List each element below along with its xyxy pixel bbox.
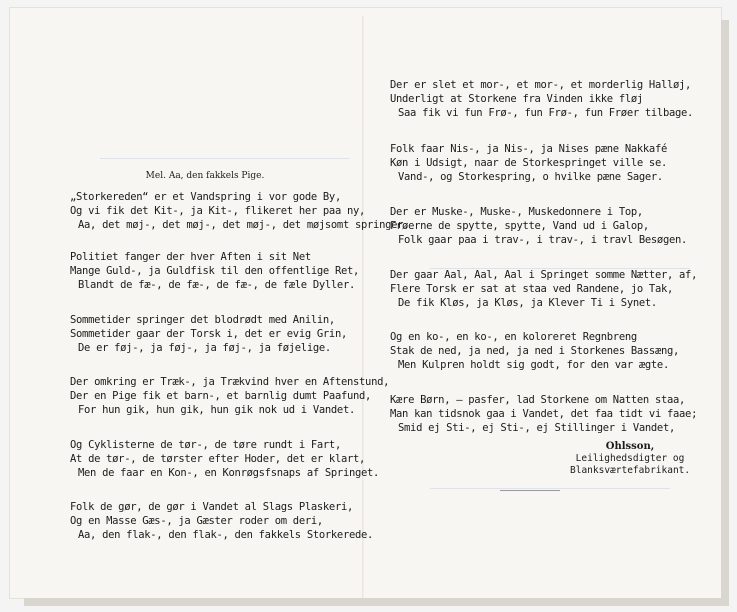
verse-line: Og Cyklisterne de tør-, de tøre rundt i Fart, bbox=[70, 439, 341, 451]
verse-line: Frøerne de spytte, spytte, Vand ud i Galop, bbox=[390, 220, 649, 232]
verse-line: Underligt at Storkene fra Vinden ikke fløj bbox=[390, 93, 643, 105]
sheet-shadow-bottom bbox=[24, 598, 729, 606]
stanza-11 bbox=[390, 330, 679, 372]
verse-line: Blandt de fæ-, de fæ-, de fæ-, de fæle Dyller. bbox=[78, 279, 355, 291]
stanza-1 bbox=[70, 190, 409, 232]
verse-line: Flere Torsk er sat at staa ved Randene, jo Tak, bbox=[390, 283, 674, 295]
verse-line: Mange Guld-, ja Guldfisk til den offentlige Ret, bbox=[70, 265, 360, 277]
bleed-through-line bbox=[100, 158, 350, 159]
verse-line: Men de faar en Kon-, en Konrøgsfsnaps af Springet. bbox=[78, 467, 380, 479]
verse-line: Der er slet et mor-, et mor-, et morderlig Halløj, bbox=[390, 79, 692, 91]
stanza-4 bbox=[70, 375, 389, 417]
end-rule bbox=[500, 490, 560, 491]
verse-line: At de tør-, de tørster efter Hoder, det er klart, bbox=[70, 453, 366, 465]
verse-line: Aa, den flak-, den flak-, den fakkels Storkerede. bbox=[78, 529, 374, 541]
stanza-3 bbox=[70, 313, 347, 355]
verse-line: Der omkring er Træk-, ja Trækvind hver en Aftenstund, bbox=[70, 376, 390, 388]
verse-line: Sommetider springer det blodrødt med Anilin, bbox=[70, 314, 335, 326]
verse-line: Kære Børn, — pasfer, lad Storkene om Natten staa, bbox=[390, 394, 686, 406]
author-title-line1: Leilighedsdigter og bbox=[575, 453, 685, 464]
verse-line: Der en Pige fik et barn-, et barnlig dumt Paafund, bbox=[70, 390, 372, 402]
verse-line: Der gaar Aal, Aal, Aal i Springet somme Nætter, af, bbox=[390, 269, 698, 281]
sheet-shadow-right bbox=[721, 20, 729, 606]
verse-line: Saa fik vi fun Frø-, fun Frø-, fun Frøer tilbage. bbox=[398, 107, 694, 119]
verse-line: Folk faar Nis-, ja Nis-, ja Nises pæne Nakkafé bbox=[390, 143, 667, 155]
stanza-6 bbox=[70, 500, 373, 542]
signature-block bbox=[570, 440, 690, 477]
verse-line: Stak de ned, ja ned, ja ned i Storkenes Bassæng, bbox=[390, 345, 680, 357]
verse-line: Og vi fik det Kit-, ja Kit-, flikeret her paa ny, bbox=[70, 205, 366, 217]
stanza-10 bbox=[390, 268, 697, 310]
verse-line: Sommetider gaar der Torsk i, det er evig Grin, bbox=[70, 328, 347, 340]
verse-line: Politiet fanger der hver Aften i sit Net bbox=[70, 251, 311, 263]
verse-line: Vand-, og Storkespring, o hvilke pæne Sager. bbox=[398, 171, 663, 183]
melody-note: Mel. Aa, den fakkels Pige. bbox=[145, 171, 265, 181]
verse-line: De er føj-, ja føj-, ja føj-, ja føjelige. bbox=[78, 342, 331, 354]
verse-line: Og en ko-, en ko-, en koloreret Regnbreng bbox=[390, 331, 637, 343]
author-name: Ohlsson, bbox=[605, 441, 655, 452]
verse-line: Aa, det møj-, det møj-, det møj-, det møjsomt springer. bbox=[78, 219, 410, 231]
verse-line: For hun gik, hun gik, hun gik nok ud i Vandet. bbox=[78, 404, 355, 416]
bleed-through-line bbox=[430, 488, 670, 489]
verse-line: Men Kulpren holdt sig godt, for den var ægte. bbox=[398, 359, 669, 371]
verse-line: Folk de gør, de gør i Vandet al Slags Plaskeri, bbox=[70, 501, 354, 513]
stanza-7 bbox=[390, 78, 693, 120]
verse-line: Der er Muske-, Muske-, Muskedonnere i Top, bbox=[390, 206, 643, 218]
verse-line: Og en Masse Gæs-, ja Gæster roder om deri, bbox=[70, 515, 323, 527]
stanza-2 bbox=[70, 250, 359, 292]
author-title-line2: Blanksværtefabrikant. bbox=[570, 465, 691, 476]
verse-line: „Storkereden“ er et Vandspring i vor gode By, bbox=[70, 191, 341, 203]
stanza-5 bbox=[70, 438, 379, 480]
verse-line: Man kan tidsnok gaa i Vandet, det faa tidt vi faae; bbox=[390, 408, 698, 420]
printed-sheet bbox=[10, 8, 721, 598]
verse-line: De fik Kløs, ja Kløs, ja Klever Ti i Synet. bbox=[398, 297, 657, 309]
stanza-8 bbox=[390, 142, 667, 184]
stanza-9 bbox=[390, 205, 687, 247]
verse-line: Smid ej Sti-, ej Sti-, ej Stillinger i Vandet, bbox=[398, 422, 675, 434]
verse-line: Folk gaar paa i trav-, i trav-, i travl Besøgen. bbox=[398, 234, 688, 246]
stanza-12 bbox=[390, 393, 697, 435]
verse-line: Køn i Udsigt, naar de Storkespringet ville se. bbox=[390, 157, 667, 169]
